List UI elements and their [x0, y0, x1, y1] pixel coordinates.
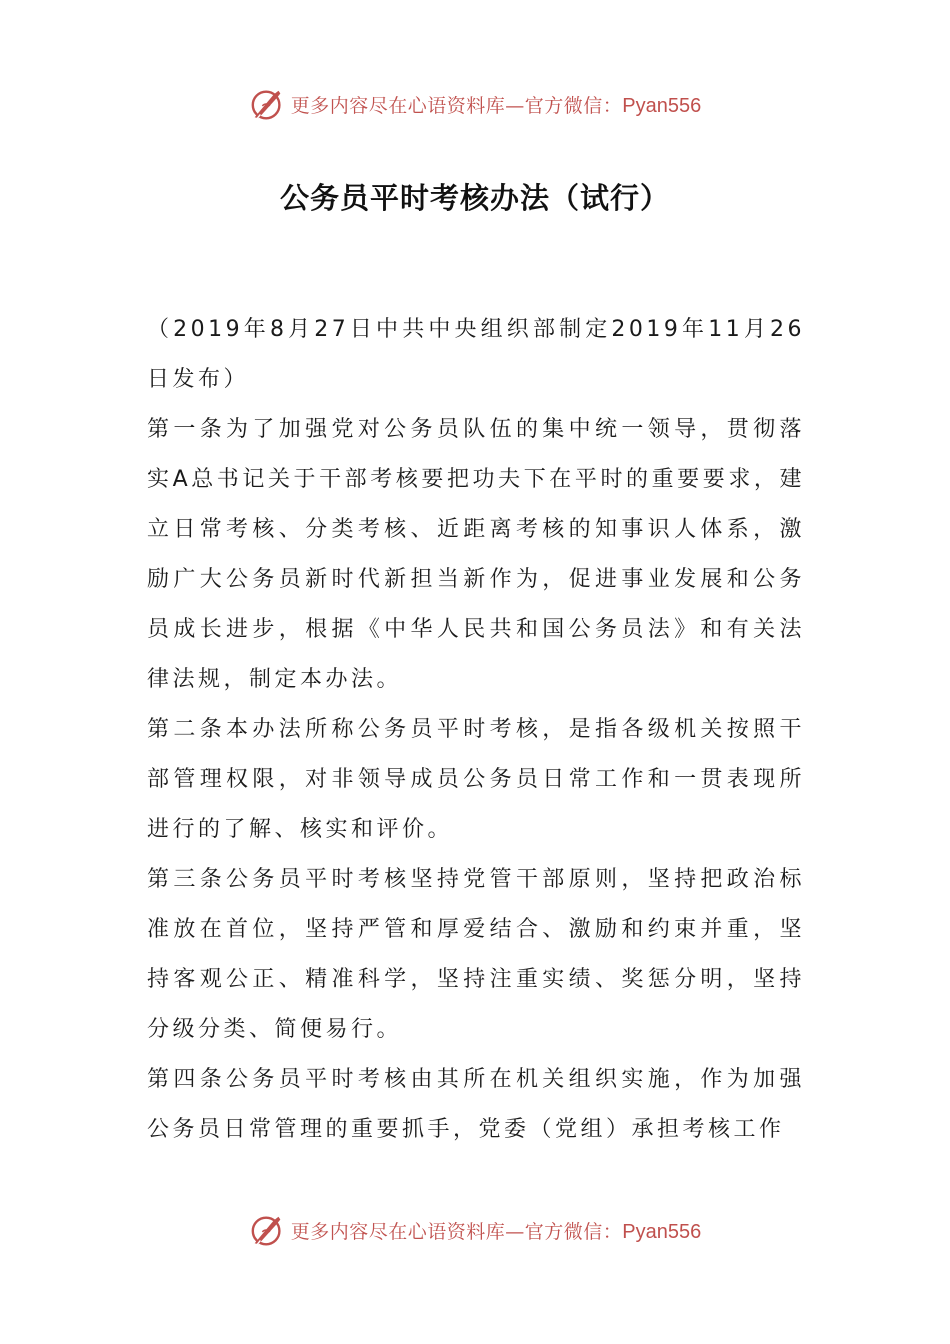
watermark-wechat-id: Pyan556 — [622, 94, 702, 117]
paragraph-date: （2019年8月27日中共中央组织部制定2019年11月26日发布） — [147, 317, 805, 392]
watermark-wechat-id: Pyan556 — [622, 1220, 702, 1243]
watermark-text: 更多内容尽在心语资料库—官方微信：Pyan556 — [290, 1220, 702, 1243]
paragraph-article-4: 第四条公务员平时考核由其所在机关组织实施，作为加强公务员日常管理的重要抓手，党委（党组）承担考核工作 — [147, 1067, 805, 1142]
header-watermark — [0, 84, 950, 124]
paragraph-article-2: 第二条本办法所称公务员平时考核，是指各级机关按照干部管理权限，对非领导成员公务员日常工作和一贯表现所进行的了解、核实和评价。 — [147, 717, 805, 842]
watermark-text: 更多内容尽在心语资料库—官方微信：Pyan556 — [290, 94, 702, 117]
paragraph-article-1: 第一条为了加强党对公务员队伍的集中统一领导，贯彻落实A总书记关于干部考核要把功夫下在平时的重要要求，建立日常考核、分类考核、近距离考核的知事识人体系，激励广大公务员新时代新担当新作为，促进事业发展和公务员成长进步，根据《中华人民共和国公务员法》和有关法律法规，制定本办法。 — [147, 417, 805, 692]
footer-watermark — [0, 1210, 950, 1250]
paragraph-article-3: 第三条公务员平时考核坚持党管干部原则，坚持把政治标准放在首位，坚持严管和厚爱结合、激励和约束并重，坚持客观公正、精准科学，坚持注重实绩、奖惩分明，坚持分级分类、简便易行。 — [147, 867, 805, 1042]
document-body — [147, 305, 805, 1155]
pen-logo-icon — [249, 1211, 287, 1249]
pen-logo-icon — [249, 85, 287, 123]
document-title: 公务员平时考核办法（试行） — [279, 181, 670, 215]
